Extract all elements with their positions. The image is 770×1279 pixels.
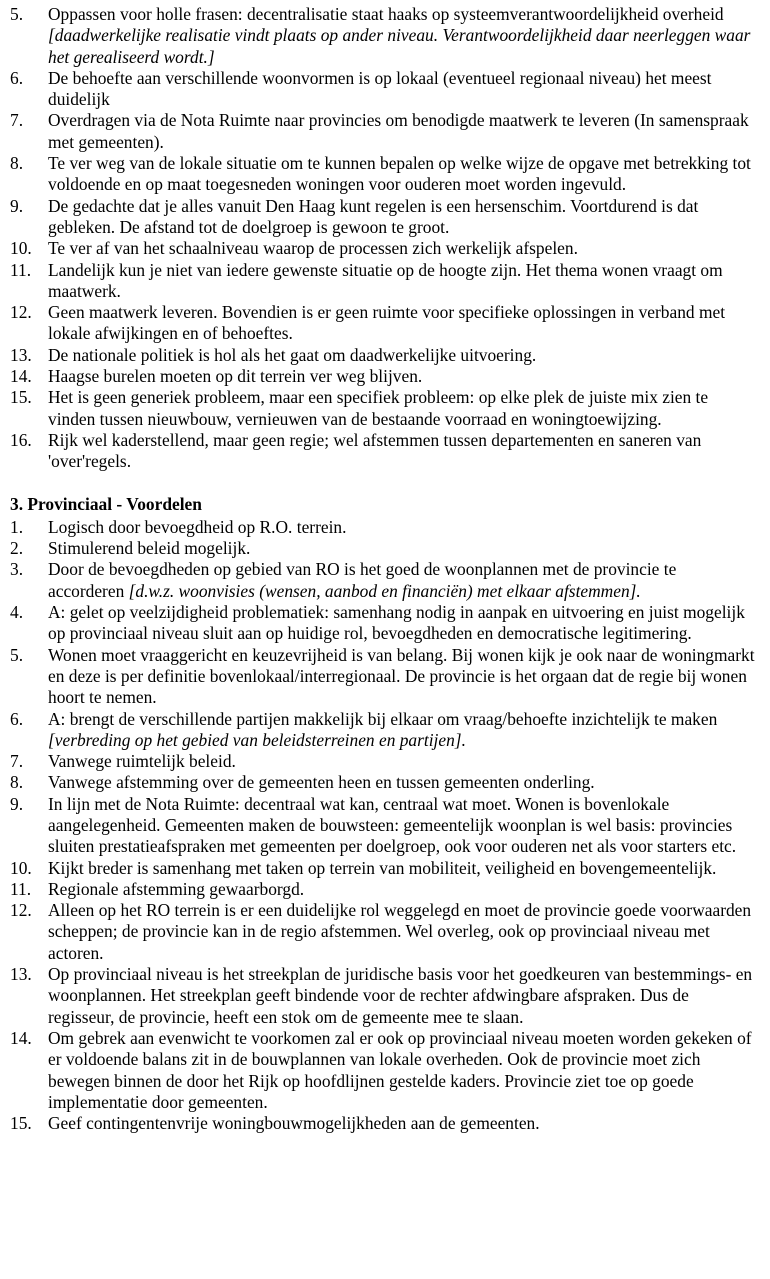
list-item-number: 12.: [10, 302, 32, 323]
list-item-number: 15.: [10, 1113, 32, 1134]
list-item: [10, 879, 756, 900]
text-run: De behoefte aan verschillende woonvormen is op lokaal (eventueel regionaal niveau) het meest duidelijk: [48, 67, 712, 110]
list-item: [10, 858, 756, 879]
list-item-number: 11.: [10, 878, 32, 899]
list-item-number: 16.: [10, 429, 32, 450]
list-item-text: [48, 345, 536, 365]
text-run: Landelijk kun je niet van iedere gewenste situatie op de hoogte zijn. Het thema wonen vraagt om maatwerk.: [48, 259, 723, 301]
list-item-text: [48, 153, 751, 194]
list-item: [10, 260, 756, 303]
italic-note: [d.w.z. woonvisies (wensen, aanbod en financiën) met elkaar afstemmen].: [128, 580, 641, 601]
list-item-number: 13.: [10, 344, 32, 365]
text-run: Vanwege afstemming over de gemeenten heen en tussen gemeenten onderling.: [48, 772, 595, 793]
list-item: [10, 366, 756, 387]
list-item: [10, 645, 756, 709]
list-item-number: 7.: [10, 751, 24, 772]
italic-note: [verbreding op het gebied van beleidsterreinen en partijen].: [48, 729, 466, 750]
text-run: Te ver weg van de lokale situatie om te kunnen bepalen op welke wijze de opgave met betrekking tot voldoende en op maat toegesneden woningen voor ouderen moet worden ingevuld.: [48, 153, 751, 195]
list-item-number: 4.: [10, 602, 24, 623]
text-run: De gedachte dat je alles vanuit Den Haag kunt regelen is een hersenschim. Voortdurend is dat gebleken. De afstand tot de doelgroep is gewoon te groot.: [48, 195, 699, 237]
list-item: [10, 709, 756, 752]
list-item: [10, 900, 756, 964]
list-item: [10, 794, 756, 858]
list-item-text: [48, 68, 711, 109]
list-item: [10, 4, 756, 68]
list-item-number: 5.: [10, 4, 24, 24]
list-item: [10, 559, 756, 602]
document-body: [10, 4, 756, 1134]
text-run: Te ver af van het schaalniveau waarop de processen zich werkelijk afspelen.: [48, 238, 578, 259]
list-item-number: 14.: [10, 1027, 32, 1048]
list-item: [10, 751, 756, 772]
list-item-number: 3.: [10, 559, 24, 580]
list-item-text: [48, 772, 595, 792]
text-run: Geef contingentenvrije woningbouwmogelijkheden aan de gemeenten.: [48, 1113, 540, 1134]
text-run: Door de bevoegdheden op gebied van RO is het goed de woonplannen met de provincie te accorderen: [48, 559, 677, 601]
list-item: [10, 772, 756, 793]
numbered-list: [10, 4, 756, 473]
list-item-number: 15.: [10, 387, 32, 408]
text-run: Stimulerend beleid mogelijk.: [48, 538, 251, 559]
list-item-text: [48, 858, 716, 878]
list-item-text: [48, 302, 725, 343]
list-item-number: 9.: [10, 793, 24, 814]
list-item-text: [48, 900, 751, 963]
list-item: [10, 538, 756, 559]
list-item-text: [48, 645, 755, 708]
list-item-text: [48, 709, 717, 750]
list-item-text: [48, 602, 745, 643]
text-run: Wonen moet vraaggericht en keuzevrijheid is van belang. Bij wonen kijk je ook naar de woningmarkt en deze is per definitie bovenlokaal/interregionaal. De provincie is het orgaan dat de regie bij wonen hoort te nemen.: [48, 644, 755, 708]
list-item: [10, 964, 756, 1028]
list-item: [10, 430, 756, 473]
list-item: [10, 345, 756, 366]
list-item-number: 7.: [10, 110, 24, 131]
text-run: Om gebrek aan evenwicht te voorkomen zal er ook op provinciaal niveau moeten worden gekeken of er voldoende balans zit in de bouwplannen van lokale overheden. Ook de provincie moet zich bewegen binnen de door het Rijk op hoofdlijnen gestelde kaders. Provincie ziet toe op goede implementatie door gemeenten.: [48, 1027, 752, 1112]
list-item-text: [48, 238, 578, 258]
list-item-number: 8.: [10, 153, 24, 174]
text-run: Oppassen voor holle frasen: decentralisatie staat haaks op systeemverantwoordelijkheid overheid: [48, 4, 724, 24]
text-run: Haagse burelen moeten op dit terrein ver weg blijven.: [48, 366, 423, 387]
list-item: [10, 1113, 756, 1134]
numbered-list: [10, 517, 756, 1135]
list-item-text: [48, 260, 723, 301]
text-run: Vanwege ruimtelijk beleid.: [48, 751, 236, 772]
text-run: A: brengt de verschillende partijen makkelijk bij elkaar om vraag/behoefte inzichtelijk te maken: [48, 708, 718, 729]
list-item-text: [48, 4, 750, 67]
list-item-number: 8.: [10, 772, 24, 793]
text-run: Overdragen via de Nota Ruimte naar provincies om benodigde maatwerk te leveren (In samenspraak met gemeenten).: [48, 110, 749, 152]
list-item: [10, 68, 756, 111]
text-run: In lijn met de Nota Ruimte: decentraal wat kan, centraal wat moet. Wonen is bovenlokale aangelegenheid. Gemeenten maken de bouwsteen: gemeentelijk woonplan is wel basis: provincies sluiten prestatieafspraken met gemeenten per doelgroep, ook voor ouderen net als voor starters etc.: [48, 793, 737, 857]
text-run: A: gelet op veelzijdigheid problematiek: samenhang nodig in aanpak en uitvoering en juist mogelijk op provinciaal niveau sluit aan op huidige rol, bevoegdheden en democratische legitimering.: [48, 602, 745, 644]
section-spacer: [10, 473, 756, 494]
italic-note: [daadwerkelijke realisatie vindt plaats op ander niveau. Verantwoordelijkheid daar neerleggen waar het gerealiseerd wordt.]: [48, 25, 751, 67]
list-item-number: 10.: [10, 857, 32, 878]
list-item: [10, 153, 756, 196]
list-item-text: [48, 366, 422, 386]
list-item-number: 11.: [10, 259, 32, 280]
list-item-text: [48, 751, 236, 771]
list-item: [10, 1028, 756, 1113]
list-item-text: [48, 1028, 752, 1112]
list-item-number: 13.: [10, 964, 32, 985]
list-item-text: [48, 110, 749, 151]
list-item: [10, 238, 756, 259]
list-item-number: 10.: [10, 238, 32, 259]
section-heading: 3. Provinciaal - Voordelen: [10, 493, 202, 514]
list-item-text: [48, 196, 698, 237]
list-item: [10, 387, 756, 430]
list-item-text: [48, 538, 250, 558]
list-item-number: 12.: [10, 900, 32, 921]
text-run: Geen maatwerk leveren. Bovendien is er geen ruimte voor specifieke oplossingen in verband met lokale afwijkingen en of behoeftes.: [48, 302, 726, 344]
text-run: Kijkt breder is samenhang met taken op terrein van mobiliteit, veiligheid en bovengemeentelijk.: [48, 857, 717, 878]
text-run: Het is geen generiek probleem, maar een specifiek probleem: op elke plek de juiste mix zien te vinden tussen nieuwbouw, vernieuwen van de bestaande voorraad en woningtoewijzing.: [48, 387, 709, 429]
text-run: De nationale politiek is hol als het gaat om daadwerkelijke uitvoering.: [48, 344, 537, 365]
list-item: [10, 196, 756, 239]
list-item: [10, 517, 756, 538]
list-item-number: 14.: [10, 366, 32, 387]
list-item-text: [48, 517, 346, 537]
text-run: Alleen op het RO terrein is er een duidelijke rol weggelegd en moet de provincie goede voorwaarden scheppen; de provincie kan in de regio afstemmen. Wel overleg, ook op provinciaal niveau met actoren.: [48, 900, 752, 963]
list-item-number: 2.: [10, 538, 24, 559]
text-run: Op provinciaal niveau is het streekplan de juridische basis voor het goedkeuren van bestemmings- en woonplannen. Het streekplan geeft bindende voor de rechter afdwingbare afspraken. Dus de regisseur, de provincie, heeft een stok om de gemeente mee te slaan.: [48, 964, 753, 1027]
list-item-text: [48, 387, 708, 428]
list-item-text: [48, 879, 304, 899]
list-item-number: 9.: [10, 195, 24, 216]
list-item-text: [48, 964, 752, 1027]
list-item-number: 5.: [10, 644, 24, 665]
list-item-text: [48, 1113, 540, 1133]
list-item-text: [48, 430, 701, 471]
list-item-text: [48, 559, 676, 600]
text-run: Logisch door bevoegdheid op R.O. terrein.: [48, 516, 347, 537]
list-item-text: [48, 794, 736, 857]
list-item-number: 6.: [10, 708, 24, 729]
text-run: Regionale afstemming gewaarborgd.: [48, 878, 305, 899]
list-item: [10, 602, 756, 645]
list-item: [10, 110, 756, 153]
text-run: Rijk wel kaderstellend, maar geen regie; wel afstemmen tussen departementen en saneren van 'over'regels.: [48, 429, 702, 472]
list-item-number: 6.: [10, 67, 24, 88]
list-item: [10, 302, 756, 345]
list-item-number: 1.: [10, 516, 24, 537]
